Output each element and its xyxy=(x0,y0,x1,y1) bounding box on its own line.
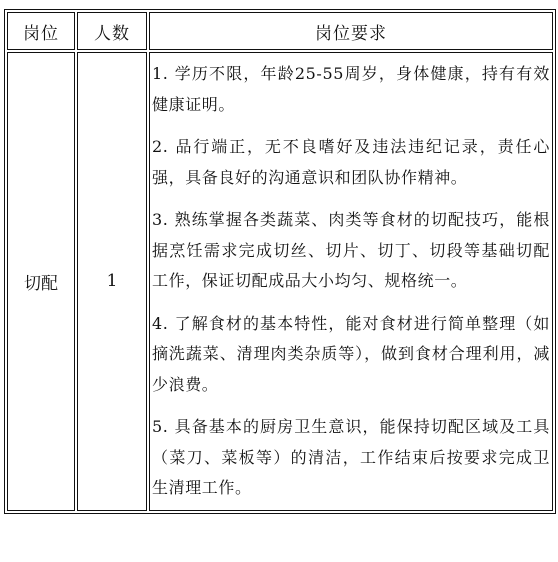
position-cell: 切配 xyxy=(7,52,75,511)
requirements-cell xyxy=(149,52,553,511)
table-row xyxy=(7,52,553,511)
job-requirements-table xyxy=(4,9,556,514)
table-header-row xyxy=(7,12,553,50)
requirement-item-2: 2. 品行端正，无不良嗜好及违法违纪记录，责任心强，具备良好的沟通意识和团队协作精神。 xyxy=(152,137,550,187)
requirement-item-3: 3. 熟练掌握各类蔬菜、肉类等食材的切配技巧，能根据烹饪需求完成切丝、切片、切丁、切段等基础切配工作，保证切配成品大小均匀、规格统一。 xyxy=(152,210,550,290)
requirement-item-4: 4. 了解食材的基本特性，能对食材进行简单整理（如摘洗蔬菜、清理肉类杂质等），做到食材合理利用，减少浪费。 xyxy=(152,313,550,394)
header-requirements: 岗位要求 xyxy=(149,12,553,50)
requirement-item-5: 5. 具备基本的厨房卫生意识，能保持切配区域及工具（菜刀、菜板等）的清洁，工作结束后按要求完成卫生清理工作。 xyxy=(152,417,550,497)
header-count: 人数 xyxy=(77,12,147,50)
header-position: 岗位 xyxy=(7,12,75,50)
requirement-item-1: 1. 学历不限，年龄25-55周岁，身体健康，持有有效健康证明。 xyxy=(152,64,550,114)
count-cell: 1 xyxy=(77,52,147,511)
